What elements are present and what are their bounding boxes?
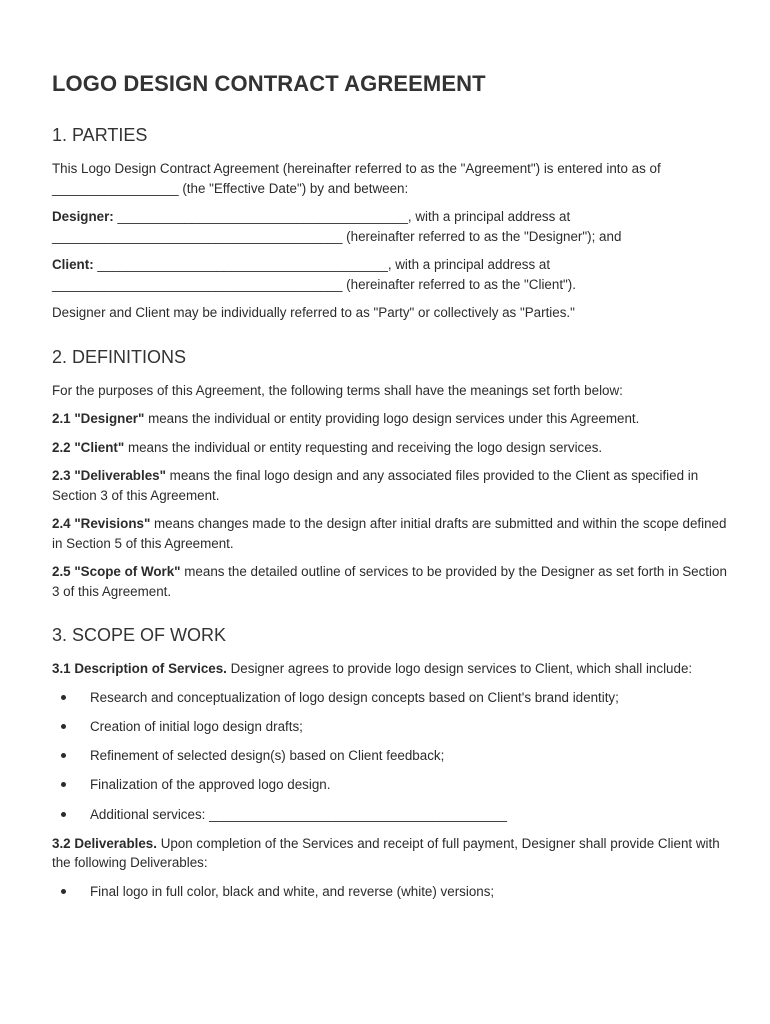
parties-closing: Designer and Client may be individually referred to as "Party" or collectively as "Parties.": [52, 305, 575, 320]
definition-term: 2.2 "Client": [52, 439, 125, 455]
definition-term: 2.5 "Scope of Work": [52, 564, 181, 579]
list-item-text: Additional services: ________________________________________: [90, 806, 507, 822]
scope-deliverables: [52, 834, 730, 873]
list-item: [52, 746, 730, 766]
definition-text: means the detailed outline of services to be provided by the Designer as set forth in Section 3 of this Agreement.: [52, 564, 727, 599]
section-scope-of-work: [52, 625, 730, 901]
definition-text: means the final logo design and any associated files provided to the Client as specified in Section 3 of this Agreement.: [52, 468, 699, 503]
list-item: [52, 775, 730, 795]
definition-item: [52, 409, 730, 429]
scope-deliverables-label: 3.2 Deliverables.: [52, 835, 157, 851]
list-item-text: Creation of initial logo design drafts;: [90, 718, 303, 734]
section-heading: 2. DEFINITIONS: [52, 346, 187, 367]
list-item: [52, 688, 730, 708]
deliverables-list: [52, 882, 730, 902]
definitions-intro: For the purposes of this Agreement, the following terms shall have the meanings set forth below:: [52, 382, 623, 398]
bullet-icon: [61, 782, 66, 787]
list-item: [52, 882, 730, 902]
definition-term: 2.1 "Designer": [52, 411, 145, 426]
services-list: [52, 688, 730, 825]
definition-item: [52, 514, 730, 553]
parties-intro: This Logo Design Contract Agreement (hereinafter referred to as the "Agreement") is entered into as of _________________ (the "Effective Date") by and between:: [52, 161, 661, 196]
bullet-icon: [61, 812, 66, 817]
list-item-text: Final logo in full color, black and white, and reverse (white) versions;: [90, 883, 495, 899]
list-item-text: Refinement of selected design(s) based on Client feedback;: [90, 748, 445, 764]
definition-text: means changes made to the design after initial drafts are submitted and within the scope defined in Section 5 of this Agreement.: [52, 516, 727, 551]
definition-item: [52, 466, 730, 505]
definition-text: means the individual or entity requesting and receiving the logo design services.: [124, 439, 603, 455]
client-label: Client:: [52, 257, 94, 272]
definition-term: 2.3 "Deliverables": [52, 468, 166, 483]
section-heading: 1. PARTIES: [52, 125, 148, 145]
scope-description: [52, 659, 730, 679]
list-item: [52, 717, 730, 737]
bullet-icon: [61, 753, 66, 758]
client-text: _______________________________________, with a principal address at _______________________________________ (hereinafter referred to as the "Client").: [52, 257, 576, 292]
section-definitions: [52, 347, 730, 602]
bullet-icon: [61, 889, 66, 894]
list-item: [52, 805, 730, 825]
document-title: LOGO DESIGN CONTRACT AGREEMENT: [52, 71, 486, 96]
designer-label: Designer:: [52, 209, 114, 224]
definition-item: [52, 438, 730, 458]
client-paragraph: [52, 255, 730, 294]
section-parties: [52, 125, 730, 323]
bullet-icon: [61, 724, 66, 729]
list-item-text: Research and conceptualization of logo design concepts based on Client's brand identity;: [90, 689, 619, 705]
definition-term: 2.4 "Revisions": [52, 516, 151, 531]
bullet-icon: [61, 695, 66, 700]
definition-text: means the individual or entity providing logo design services under this Agreement.: [144, 411, 640, 426]
definition-item: [52, 562, 730, 601]
section-heading: 3. SCOPE OF WORK: [52, 625, 227, 645]
designer-text: _______________________________________, with a principal address at _______________________________________ (hereinafter referred to as the "Designer"); and: [52, 209, 622, 244]
scope-description-label: 3.1 Description of Services.: [52, 661, 227, 676]
list-item-text: Finalization of the approved logo design.: [90, 777, 331, 793]
scope-description-text: Designer agrees to provide logo design services to Client, which shall include:: [226, 661, 693, 676]
scope-deliverables-text: Upon completion of the Services and receipt of full payment, Designer shall provide Client with the following Deliverables:: [52, 835, 720, 871]
designer-paragraph: [52, 207, 730, 246]
